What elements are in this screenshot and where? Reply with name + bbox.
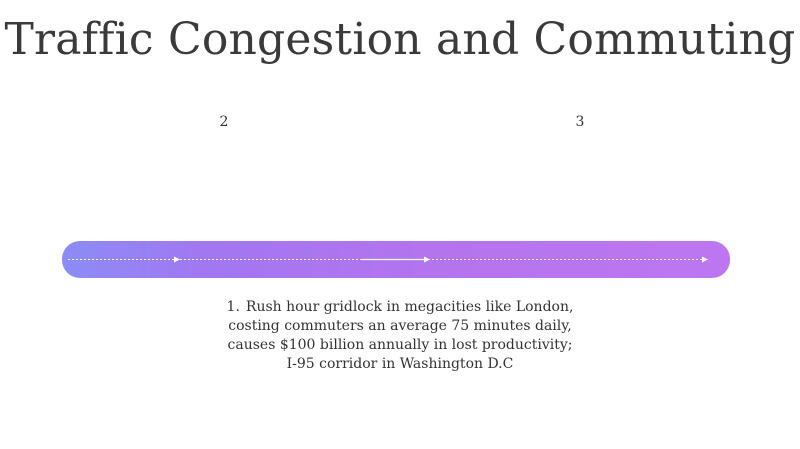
caption-line-4: I-95 corridor in Washington D.C bbox=[286, 356, 514, 372]
arrow-head-3-icon bbox=[702, 257, 708, 263]
caption-line-1: 1. Rush hour gridlock in megacities like London, bbox=[226, 299, 574, 315]
step-1-caption bbox=[160, 298, 640, 374]
arrow-head-2-icon bbox=[424, 257, 430, 263]
caption-line-2: costing commuters an average 75 minutes daily, bbox=[228, 318, 572, 334]
timeline-arrows bbox=[62, 241, 730, 278]
arrow-head-1-icon bbox=[174, 257, 180, 263]
slide-title: Traffic Congestion and Commuting bbox=[4, 14, 796, 65]
caption-line-3: causes $100 billion annually in lost productivity; bbox=[227, 337, 573, 353]
step-number-3: 3 bbox=[575, 114, 585, 130]
caption-number: 1. bbox=[226, 299, 240, 315]
timeline-bar bbox=[62, 241, 730, 278]
step-number-2: 2 bbox=[219, 114, 229, 130]
